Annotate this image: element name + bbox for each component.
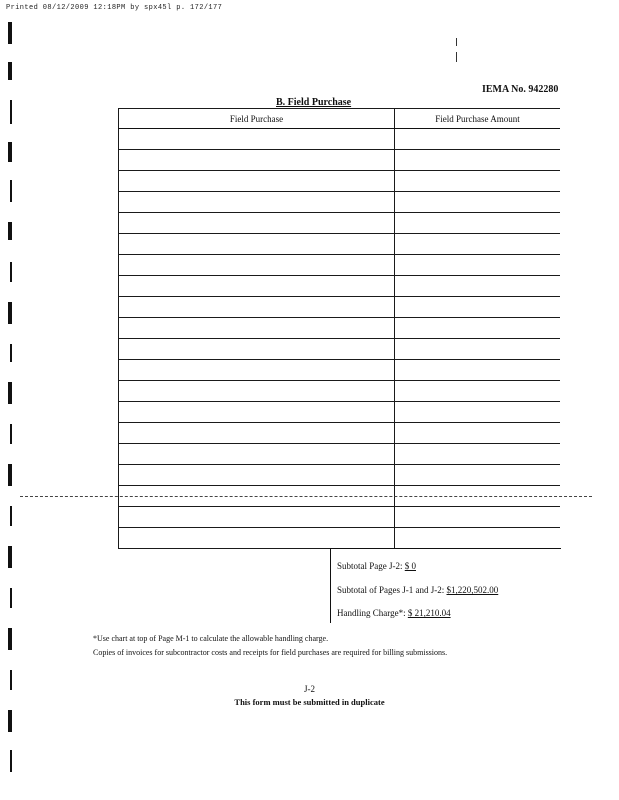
subtotal-page-label: Subtotal Page J-2: xyxy=(337,561,403,571)
table-row xyxy=(119,192,561,213)
table-row xyxy=(119,234,561,255)
field-purchase-cell[interactable] xyxy=(119,150,395,171)
field-purchase-cell[interactable] xyxy=(119,528,395,549)
table-row xyxy=(119,465,561,486)
table-body xyxy=(119,129,561,549)
field-purchase-cell[interactable] xyxy=(119,444,395,465)
table-header-row xyxy=(119,109,561,129)
table-row xyxy=(119,318,561,339)
scan-edge-mark xyxy=(8,222,12,240)
field-purchase-cell[interactable] xyxy=(119,381,395,402)
handling-note: *Use chart at top of Page M-1 to calculate the allowable handling charge. xyxy=(93,634,329,643)
table-row xyxy=(119,507,561,528)
table-row xyxy=(119,360,561,381)
field-purchase-cell[interactable] xyxy=(119,423,395,444)
scan-edge-mark xyxy=(8,22,12,44)
subtotal-pages-label: Subtotal of Pages J-1 and J-2: xyxy=(337,585,445,595)
table-row xyxy=(119,150,561,171)
field-purchase-cell[interactable] xyxy=(119,297,395,318)
handling-charge-label: Handling Charge*: xyxy=(337,608,406,618)
scan-dash-line xyxy=(20,496,592,497)
table-row xyxy=(119,129,561,150)
field-purchase-amount-cell[interactable] xyxy=(395,465,561,486)
scan-mark xyxy=(456,52,457,62)
field-purchase-cell[interactable] xyxy=(119,465,395,486)
scan-edge-mark xyxy=(8,546,12,568)
field-purchase-amount-cell[interactable] xyxy=(395,507,561,528)
scan-edge-mark xyxy=(8,382,12,404)
field-purchase-grid xyxy=(118,108,560,549)
field-purchase-amount-cell[interactable] xyxy=(395,381,561,402)
field-purchase-amount-cell[interactable] xyxy=(395,528,561,549)
subtotal-page-value: $ 0 xyxy=(404,561,416,571)
scan-edge-mark xyxy=(8,142,12,162)
scan-edge-mark xyxy=(8,464,12,486)
field-purchase-amount-cell[interactable] xyxy=(395,297,561,318)
subtotal-pages-value: $1,220,502.00 xyxy=(446,585,499,595)
field-purchase-cell[interactable] xyxy=(119,171,395,192)
table-row xyxy=(119,423,561,444)
duplicate-notice: This form must be submitted in duplicate xyxy=(234,697,385,707)
scan-edge-mark xyxy=(10,424,12,444)
field-purchase-cell[interactable] xyxy=(119,318,395,339)
table-row xyxy=(119,402,561,423)
table-row xyxy=(119,339,561,360)
page-number: J-2 xyxy=(304,684,315,694)
field-purchase-cell[interactable] xyxy=(119,129,395,150)
field-purchase-amount-cell[interactable] xyxy=(395,234,561,255)
table-row xyxy=(119,528,561,549)
field-purchase-cell[interactable] xyxy=(119,360,395,381)
field-purchase-amount-cell[interactable] xyxy=(395,423,561,444)
scan-mark xyxy=(456,38,457,46)
print-stamp: Printed 08/12/2009 12:18PM by spx45l p. 172/177 xyxy=(6,4,223,12)
field-purchase-cell[interactable] xyxy=(119,234,395,255)
scan-edge-mark xyxy=(8,628,12,650)
scan-edge-mark xyxy=(8,62,12,80)
field-purchase-amount-cell[interactable] xyxy=(395,171,561,192)
form-number: IEMA No. 942280 xyxy=(482,84,559,95)
field-purchase-amount-cell[interactable] xyxy=(395,150,561,171)
field-purchase-amount-cell[interactable] xyxy=(395,360,561,381)
section-title-text: B. Field Purchase xyxy=(276,97,352,108)
table-row xyxy=(119,381,561,402)
scan-edge-mark xyxy=(10,588,12,608)
handling-charge-line xyxy=(337,608,451,618)
column-header-field-purchase: Field Purchase xyxy=(119,109,395,129)
copies-note: Copies of invoices for subcontractor costs and receipts for field purchases are required for billing submissions. xyxy=(93,648,448,657)
scan-edge-mark xyxy=(8,302,12,324)
field-purchase-cell[interactable] xyxy=(119,507,395,528)
scan-edge-mark xyxy=(10,180,12,202)
table-row xyxy=(119,276,561,297)
handling-charge-value: $ 21,210.04 xyxy=(407,608,451,618)
field-purchase-amount-cell[interactable] xyxy=(395,213,561,234)
table-row xyxy=(119,444,561,465)
field-purchase-amount-cell[interactable] xyxy=(395,255,561,276)
scan-edge-mark xyxy=(8,710,12,732)
field-purchase-cell[interactable] xyxy=(119,339,395,360)
scan-edge-mark xyxy=(10,100,12,124)
subtotal-pages-line xyxy=(337,585,498,595)
scan-edge-mark xyxy=(10,344,12,362)
field-purchase-amount-cell[interactable] xyxy=(395,192,561,213)
scan-edge-mark xyxy=(10,506,12,526)
section-title xyxy=(276,97,351,108)
field-purchase-cell[interactable] xyxy=(119,255,395,276)
table-row xyxy=(119,297,561,318)
field-purchase-cell[interactable] xyxy=(119,213,395,234)
field-purchase-amount-cell[interactable] xyxy=(395,318,561,339)
subtotal-page-line xyxy=(337,561,416,571)
field-purchase-amount-cell[interactable] xyxy=(395,444,561,465)
field-purchase-amount-cell[interactable] xyxy=(395,402,561,423)
field-purchase-amount-cell[interactable] xyxy=(395,129,561,150)
field-purchase-cell[interactable] xyxy=(119,402,395,423)
field-purchase-cell[interactable] xyxy=(119,276,395,297)
table-row xyxy=(119,171,561,192)
table-row xyxy=(119,255,561,276)
field-purchase-table xyxy=(118,108,560,549)
field-purchase-amount-cell[interactable] xyxy=(395,276,561,297)
field-purchase-amount-cell[interactable] xyxy=(395,339,561,360)
table-row xyxy=(119,213,561,234)
column-header-amount: Field Purchase Amount xyxy=(395,109,561,129)
scan-edge-mark xyxy=(10,750,12,772)
field-purchase-cell[interactable] xyxy=(119,192,395,213)
scan-edge-mark xyxy=(10,262,12,282)
